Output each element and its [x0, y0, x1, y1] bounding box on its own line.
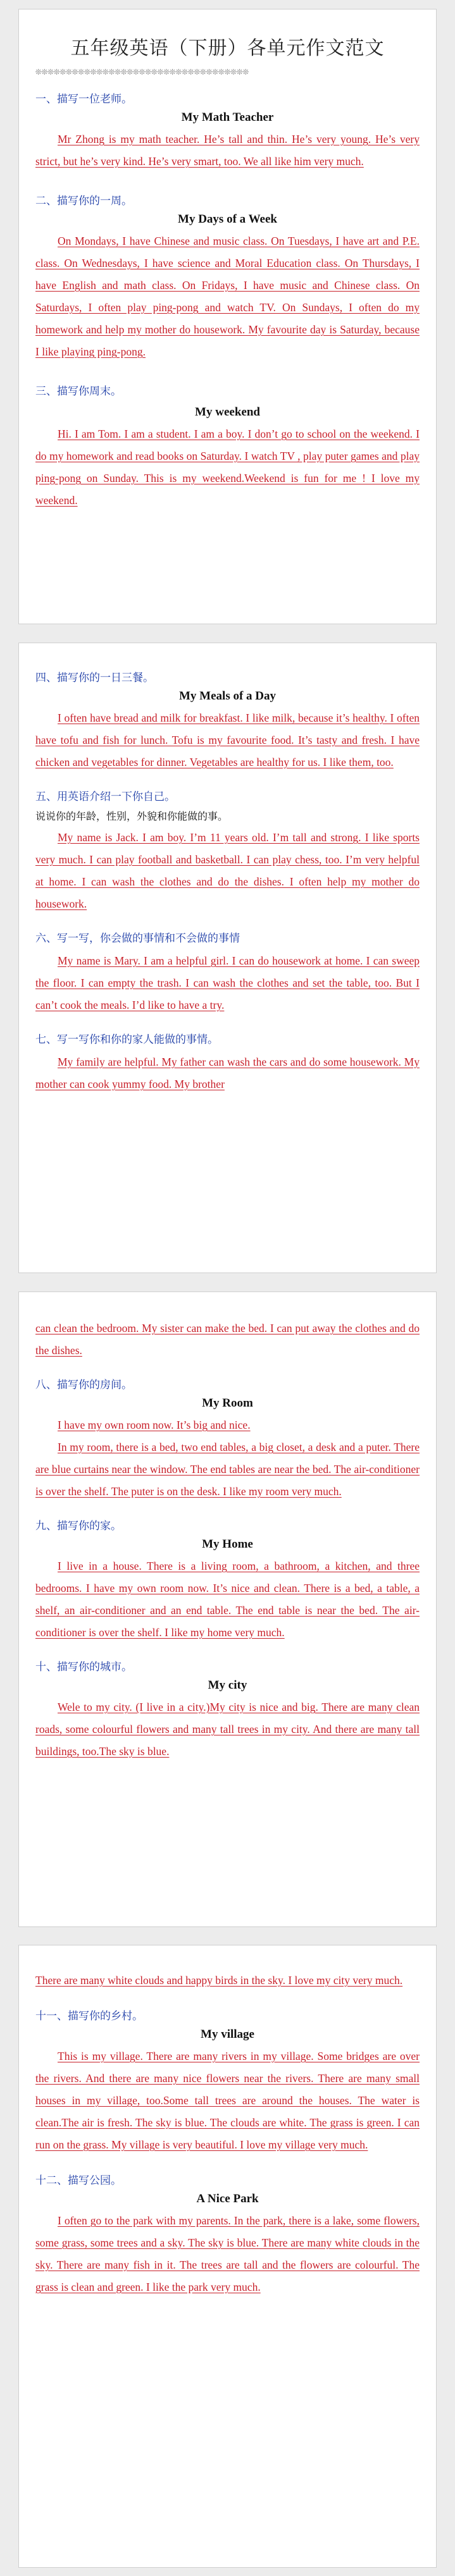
essay-title-8: My Room — [202, 1396, 253, 1410]
essay-body-2: On Mondays, I have Chinese and music class. On Tuesdays, I have art and P.E. class. On Wednesdays, I have science and Moral Education class. On Thursdays, I have English and math class. On Fridays, I have music and Chinese class. On Saturdays, I often play ping-pong and watch TV. On Sundays, I often do my homework and help my mother do housework. My favourite day is Saturday, because I like playing ping-pong. — [35, 235, 420, 358]
section-heading-1: 一、描写一位老师。 — [35, 93, 132, 106]
decorative-divider: ❊❊❊❊❊❊❊❊❊❊❊❊❊❊❊❊❊❊❊❊❊❊❊❊❊❊❊❊❊❊❊❊❊❊❊ — [35, 65, 249, 77]
section-heading-4: 四、描写你的一日三餐。 — [35, 672, 154, 684]
essay-body-8a: I have my own room now. It’s big and nice. — [58, 1419, 251, 1431]
section-heading-7: 七、写一写你和你的家人能做的事情。 — [35, 1033, 218, 1046]
essay-title-11: My village — [201, 2028, 254, 2041]
essay-body-1: Mr Zhong is my math teacher. He’s tall and thin. He’s very young. He’s very strict, but he’s very kind. He’s very smart, too. We all like him very much. — [35, 133, 420, 168]
document-page-1 — [18, 9, 437, 624]
section-heading-11: 十一、描写你的乡村。 — [35, 2010, 143, 2023]
essay-title-1: My Math Teacher — [181, 111, 274, 124]
section-heading-6: 六、写一写，你会做的事情和不会做的事情 — [35, 932, 240, 945]
section-heading-9: 九、描写你的家。 — [35, 1520, 122, 1532]
section-heading-12: 十二、描写公园。 — [35, 2174, 122, 2187]
document-page-4 — [18, 1945, 437, 2568]
essay-title-3: My weekend — [195, 405, 260, 419]
essay-body-10a: Wele to my city. (I live in a city.)My city is nice and big. There are many clean roads, some colourful flowers and many tall trees in my city. And there are many tall buildings, too.The sky is blue. — [35, 1701, 420, 1758]
essay-title-9: My Home — [202, 1538, 253, 1551]
essay-title-10: My city — [208, 1679, 247, 1692]
essay-body-6: My name is Mary. I am a helpful girl. I can do housework at home. I can sweep the floor. I can empty the trash. I can wash the clothes and set the table, too. But I can’t cook the meals. I’d like to have a try. — [35, 954, 420, 1011]
essay-body-7b: can clean the bedroom. My sister can make the bed. I can put away the clothes and do the dishes. — [35, 1322, 420, 1357]
essay-body-5: My name is Jack. I am boy. I’m 11 years old. I’m tall and strong. I like sports very much. I can play football and basketball. I can play chess, too. I’m very helpful at home. I can wash the clothes and do the dishes. I often help my mother do housework. — [35, 831, 420, 910]
essay-body-9: I live in a house. There is a living room, a bathroom, a kitchen, and three bedrooms. I have my own room now. It’s nice and clean. There is a bed, a table, a shelf, an air-conditioner and an end table. The end table is near the bed. The air-conditioner is over the shelf. I like my home very much. — [35, 1560, 420, 1639]
document-page-2 — [18, 643, 437, 1273]
document-title: 五年级英语（下册）各单元作文范文 — [70, 37, 385, 59]
essay-title-4: My Meals of a Day — [178, 689, 277, 703]
section-heading-2: 二、描写你的一周。 — [35, 195, 132, 207]
section-heading-10: 十、描写你的城市。 — [35, 1661, 132, 1673]
essay-body-3: Hi. I am Tom. I am a student. I am a boy. I don’t go to school on the weekend. I do my homework and read books on Saturday. I watch TV , play puter games and play ping-pong on Sunday. This is my weekend.Weekend is fun for me ! I love my weekend. — [35, 428, 420, 507]
document-page-3 — [18, 1291, 437, 1927]
essay-title-12: A Nice Park — [196, 2192, 259, 2205]
essay-body-7a: My family are helpful. My father can wash the cars and do some housework. My mother can cook yummy food. My brother — [35, 1056, 420, 1090]
section-note-5: 说说你的年龄，性别，外貌和你能做的事。 — [35, 810, 228, 822]
essay-body-12: I often go to the park with my parents. In the park, there is a lake, some flowers, some grass, some trees and a sky. The sky is blue. There are many white clouds in the sky. There are many fish in it. The trees are tall and the flowers are colourful. The grass is clean and green. I like the park very much. — [35, 2214, 420, 2293]
essay-body-8b: In my room, there is a bed, two end tables, a big closet, a desk and a puter. There are blue curtains near the window. The end tables are near the bed. The air-conditioner is over the shelf. The puter is on the desk. I like my room very much. — [35, 1441, 420, 1498]
essay-title-2: My Days of a Week — [178, 213, 277, 226]
section-heading-8: 八、描写你的房间。 — [35, 1379, 132, 1391]
section-heading-3: 三、描写你周末。 — [35, 385, 122, 398]
essay-body-11: This is my village. There are many rivers in my village. Some bridges are over the rivers. And there are many nice flowers near the rivers. There are many small houses in my village, too.Some tall trees are around the houses. The water is clean.The air is fresh. The sky is blue. The clouds are white. The grass is green. I can run on the grass. My village is very beautiful. I love my village very much. — [35, 2050, 420, 2151]
essay-body-4: I often have bread and milk for breakfast. I like milk, because it’s healthy. I often have tofu and fish for lunch. Tofu is my favourite food. It’s tasty and fresh. I have chicken and vegetables for dinner. Vegetables are healthy for us. I like them, too. — [35, 712, 420, 768]
section-heading-5: 五、用英语介绍一下你自己。 — [35, 791, 175, 803]
essay-body-10b: There are many white clouds and happy birds in the sky. I love my city very much. — [35, 1974, 403, 1987]
